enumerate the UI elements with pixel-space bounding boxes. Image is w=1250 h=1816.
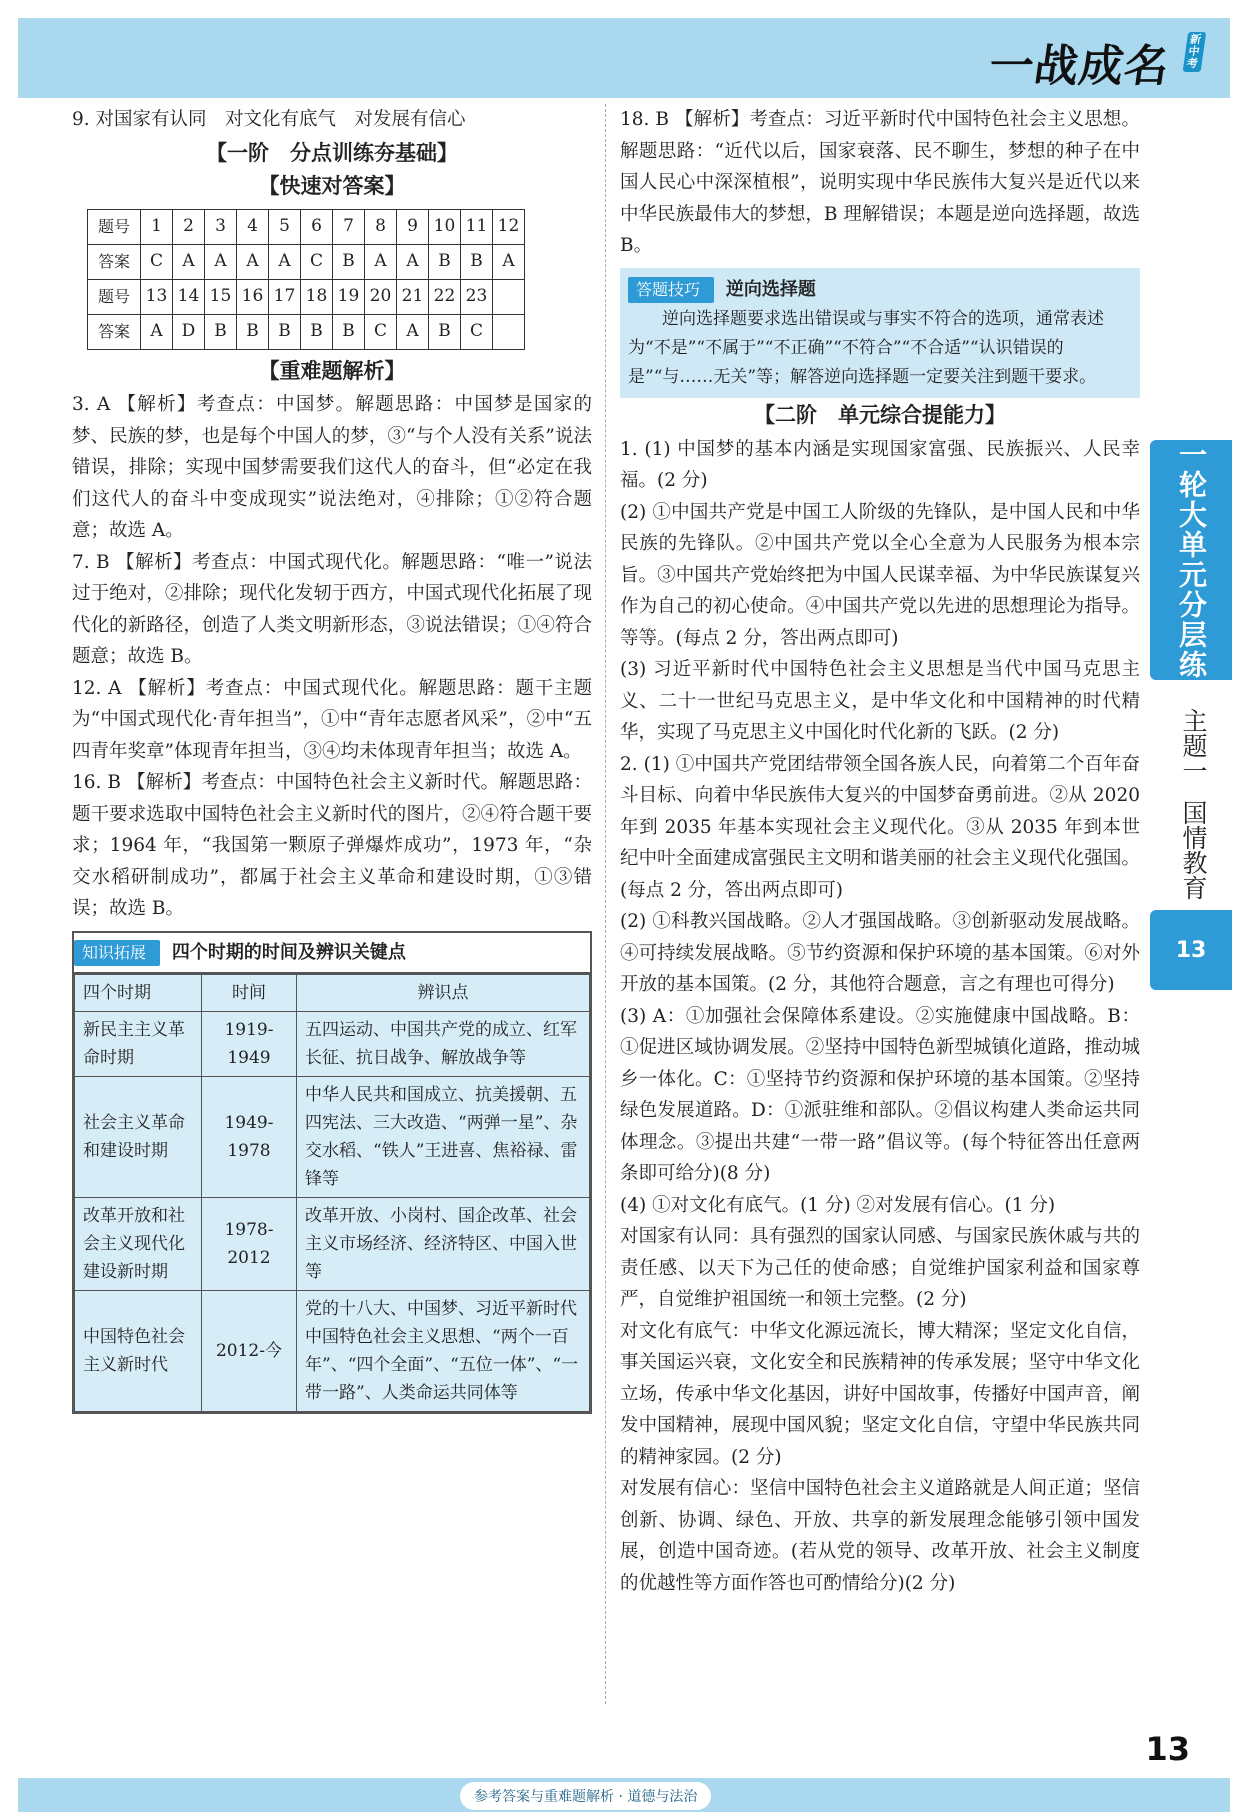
quick-answer-heading: 【快速对答案】: [258, 174, 406, 198]
table-row: 社会主义革命和建设时期 1949-1978 中华人民共和国成立、抗美援朝、五四宪法、三大改造、“两弹一星”、杂交水稻、“铁人”王进喜、焦裕禄、雷锋等: [75, 1077, 590, 1198]
brand-tag: 新中考: [1183, 32, 1207, 72]
table-row: 答案 A D B B B B B C A B C: [88, 314, 525, 349]
page-number: 13: [1145, 1730, 1190, 1768]
q16-analysis: 16. B 【解析】考查点：中国特色社会主义新时代。解题思路：题干要求选取中国特色社会主义新时代的图片，②④符合题干要求；1964 年，“我国第一颗原子弹爆炸成功”，1973 年，“杂交水稻研制成功”，都属于社会主义革命和建设时期，①③错误；故选 B。: [72, 772, 592, 919]
answer-2-2: (2) ①科教兴国战略。②人才强国战略。③创新驱动发展战略。④可持续发展战略。⑤节约资源和保护环境的基本国策。⑥对外开放的基本国策。(2 分，其他符合题意，言之有理也可得分): [620, 911, 1140, 995]
brand-logo: 一战成名 新中考: [986, 30, 1175, 94]
periods-table: [74, 974, 590, 1412]
q7-analysis: 7. B 【解析】考查点：中国式现代化。解题思路：“唯一”说法过于绝对，②排除；现代化发轫于西方，中国式现代化拓展了现代化的新路径，创造了人类文明新形态，③说法错误；①④符合题意；故选 B。: [72, 551, 592, 667]
answer-1-2: (2) ①中国共产党是中国工人阶级的先锋队，是中国人民和中华民族的先锋队。②中国共产党以全心全意为人民服务为根本宗旨。③中国共产党始终把为中国人民谋幸福、为中华民族谋复兴作为自己的初心使命。④中国共产党以先进的思想理论为指导。等等。(每点 2 分，答出两点即可): [620, 501, 1140, 649]
table-row: 改革开放和社会主义现代化建设新时期 1978-2012 改革开放、小岗村、国企改革、社会主义市场经济、经济特区、中国入世等: [75, 1198, 590, 1291]
rail-page-number: 13: [1150, 910, 1232, 990]
knowledge-title: 四个时期的时间及辨识关键点: [171, 941, 406, 963]
answer-2-7: 对发展有信心：坚信中国特色社会主义道路就是人间正道；坚信创新、协调、绿色、开放、共享的新发展理念能够引领中国发展，创造中国奇迹。(若从党的领导、改革开放、社会主义制度的优越性等方面作答也可酌情给分)(2 分): [620, 1478, 1140, 1594]
q9-answer: 9. 对国家有认同 对文化有底气 对发展有信心: [72, 109, 466, 130]
table-row: 中国特色社会主义新时代 2012-今 党的十八大、中国梦、习近平新时代中国特色社会主义思想、“两个一百年”、“四个全面”、“五位一体”、“一带一路”、人类命运共同体等: [75, 1291, 590, 1412]
answer-2-5: 对国家有认同：具有强烈的国家认同感、与国家民族休戚与共的责任感、以天下为己任的使命感；自觉维护国家利益和国家尊严，自觉维护祖国统一和领土完整。(2 分): [620, 1226, 1140, 1310]
knowledge-box: [72, 931, 592, 1415]
right-column: [620, 104, 1140, 1599]
skill-tag: 答题技巧: [628, 277, 714, 303]
subject-label: 国情教育: [1179, 800, 1208, 900]
table-row: 题号 1 2 3 4 5 6 7 8 9 10 11 12: [88, 209, 525, 244]
hard-analysis-heading: 【重难题解析】: [258, 358, 406, 383]
q12-analysis: 12. A 【解析】考查点：中国式现代化。解题思路：题干主题为“中国式现代化·青年担当”，①中“青年志愿者风采”，②中“五四青年奖章”体现青年担当，③④均未体现青年担当；故选 A。: [72, 677, 592, 762]
answer-2-4: (4) ①对文化有底气。(1 分) ②对发展有信心。(1 分): [620, 1194, 1056, 1216]
answer-2-6: 对文化有底气：中华文化源远流长，博大精深；坚定文化自信，事关国运兴衰，文化安全和民族精神的传承发展；坚守中华文化立场，传承中华文化基因，讲好中国故事，传播好中国声音，阐发中国精神，展现中国风貌；坚定文化自信，守望中华民族共同的精神家园。(2 分): [620, 1320, 1140, 1468]
answer-table: [87, 209, 525, 350]
answer-skill-box: [620, 268, 1140, 399]
column-divider: [605, 104, 606, 1704]
table-row: 题号 13 14 15 16 17 18 19 20 21 22 23: [88, 279, 525, 314]
table-row: 新民主主义革命时期 1919-1949 五四运动、中国共产党的成立、红军长征、抗日战争、解放战争等: [75, 1012, 590, 1077]
table-row: 四个时期 时间 辨识点: [75, 975, 590, 1012]
stage1-heading: 【一阶 分点训练夯基础】: [206, 140, 458, 165]
side-rail: [1150, 440, 1232, 990]
topic-label: 主题一: [1179, 707, 1208, 783]
skill-body: 逆向选择题要求选出错误或与事实不符合的选项，通常表述为“不是”“不属于”“不正确”“不符合”“不合适”“认识错误的是”“与……无关”等；解答逆向选择题一定要关注到题干要求。: [628, 309, 1104, 387]
answer-2-1: 2. (1) ①中国共产党团结带领全国各族人民，向着第二个百年奋斗目标、向着中华民族伟大复兴的中国梦奋勇前进。②从 2020 年到 2035 年基本实现社会主义现代化。③从 2035 年到本世纪中叶全面建成富强民主文明和谐美丽的社会主义现代化强国。(每点 2 分，答出两点即可): [620, 753, 1140, 901]
left-column: [72, 104, 592, 1414]
q3-analysis: 3. A 【解析】考查点：中国梦。解题思路：中国梦是国家的梦、民族的梦，也是每个中国人的梦，③“与个人没有关系”说法错误，排除；实现中国梦需要我们这代人的奋斗，但“必定在我们这代人的奋斗中变成现实”说法绝对，④排除；①②符合题意；故选 A。: [72, 394, 592, 541]
answer-2-3: (3) A：①加强社会保障体系建设。②实施健康中国战略。B：①促进区域协调发展。②坚持中国特色新型城镇化道路，推动城乡一体化。C：①坚持节约资源和保护环境的基本国策。②坚持绿色发展道路。D：①派驻维和部队。②倡议构建人类命运共同体理念。③提出共建“一带一路”倡议等。(每个特征答出任意两条即可给分)(8 分): [620, 1005, 1140, 1184]
table-row: 答案 C A A A A C B A A B B A: [88, 244, 525, 279]
knowledge-tag: 知识拓展: [74, 940, 160, 966]
answer-1-1: 1. (1) 中国梦的基本内涵是实现国家富强、民族振兴、人民幸福。(2 分): [620, 438, 1140, 491]
skill-title: 逆向选择题: [725, 278, 816, 300]
q18-analysis: 18. B 【解析】考查点：习近平新时代中国特色社会主义思想。解题思路：“近代以后，国家衰落、民不聊生，梦想的种子在中国人民心中深深植根”，说明实现中华民族伟大复兴是近代以来中华民族最伟大的梦想，B 理解错误；本题是逆向选择题，故选 B。: [620, 109, 1140, 256]
stage2-heading: 【二阶 单元综合提能力】: [754, 403, 1006, 427]
footer-text: 参考答案与重难题解析 · 道德与法治: [460, 1782, 711, 1810]
answer-1-3: (3) 习近平新时代中国特色社会主义思想是当代中国马克思主义、二十一世纪马克思主义，是中华文化和中国精神的时代精华，实现了马克思主义中国化时代化新的飞跃。(2 分): [620, 659, 1140, 743]
book-title: 一轮大单元分层练: [1150, 440, 1232, 680]
